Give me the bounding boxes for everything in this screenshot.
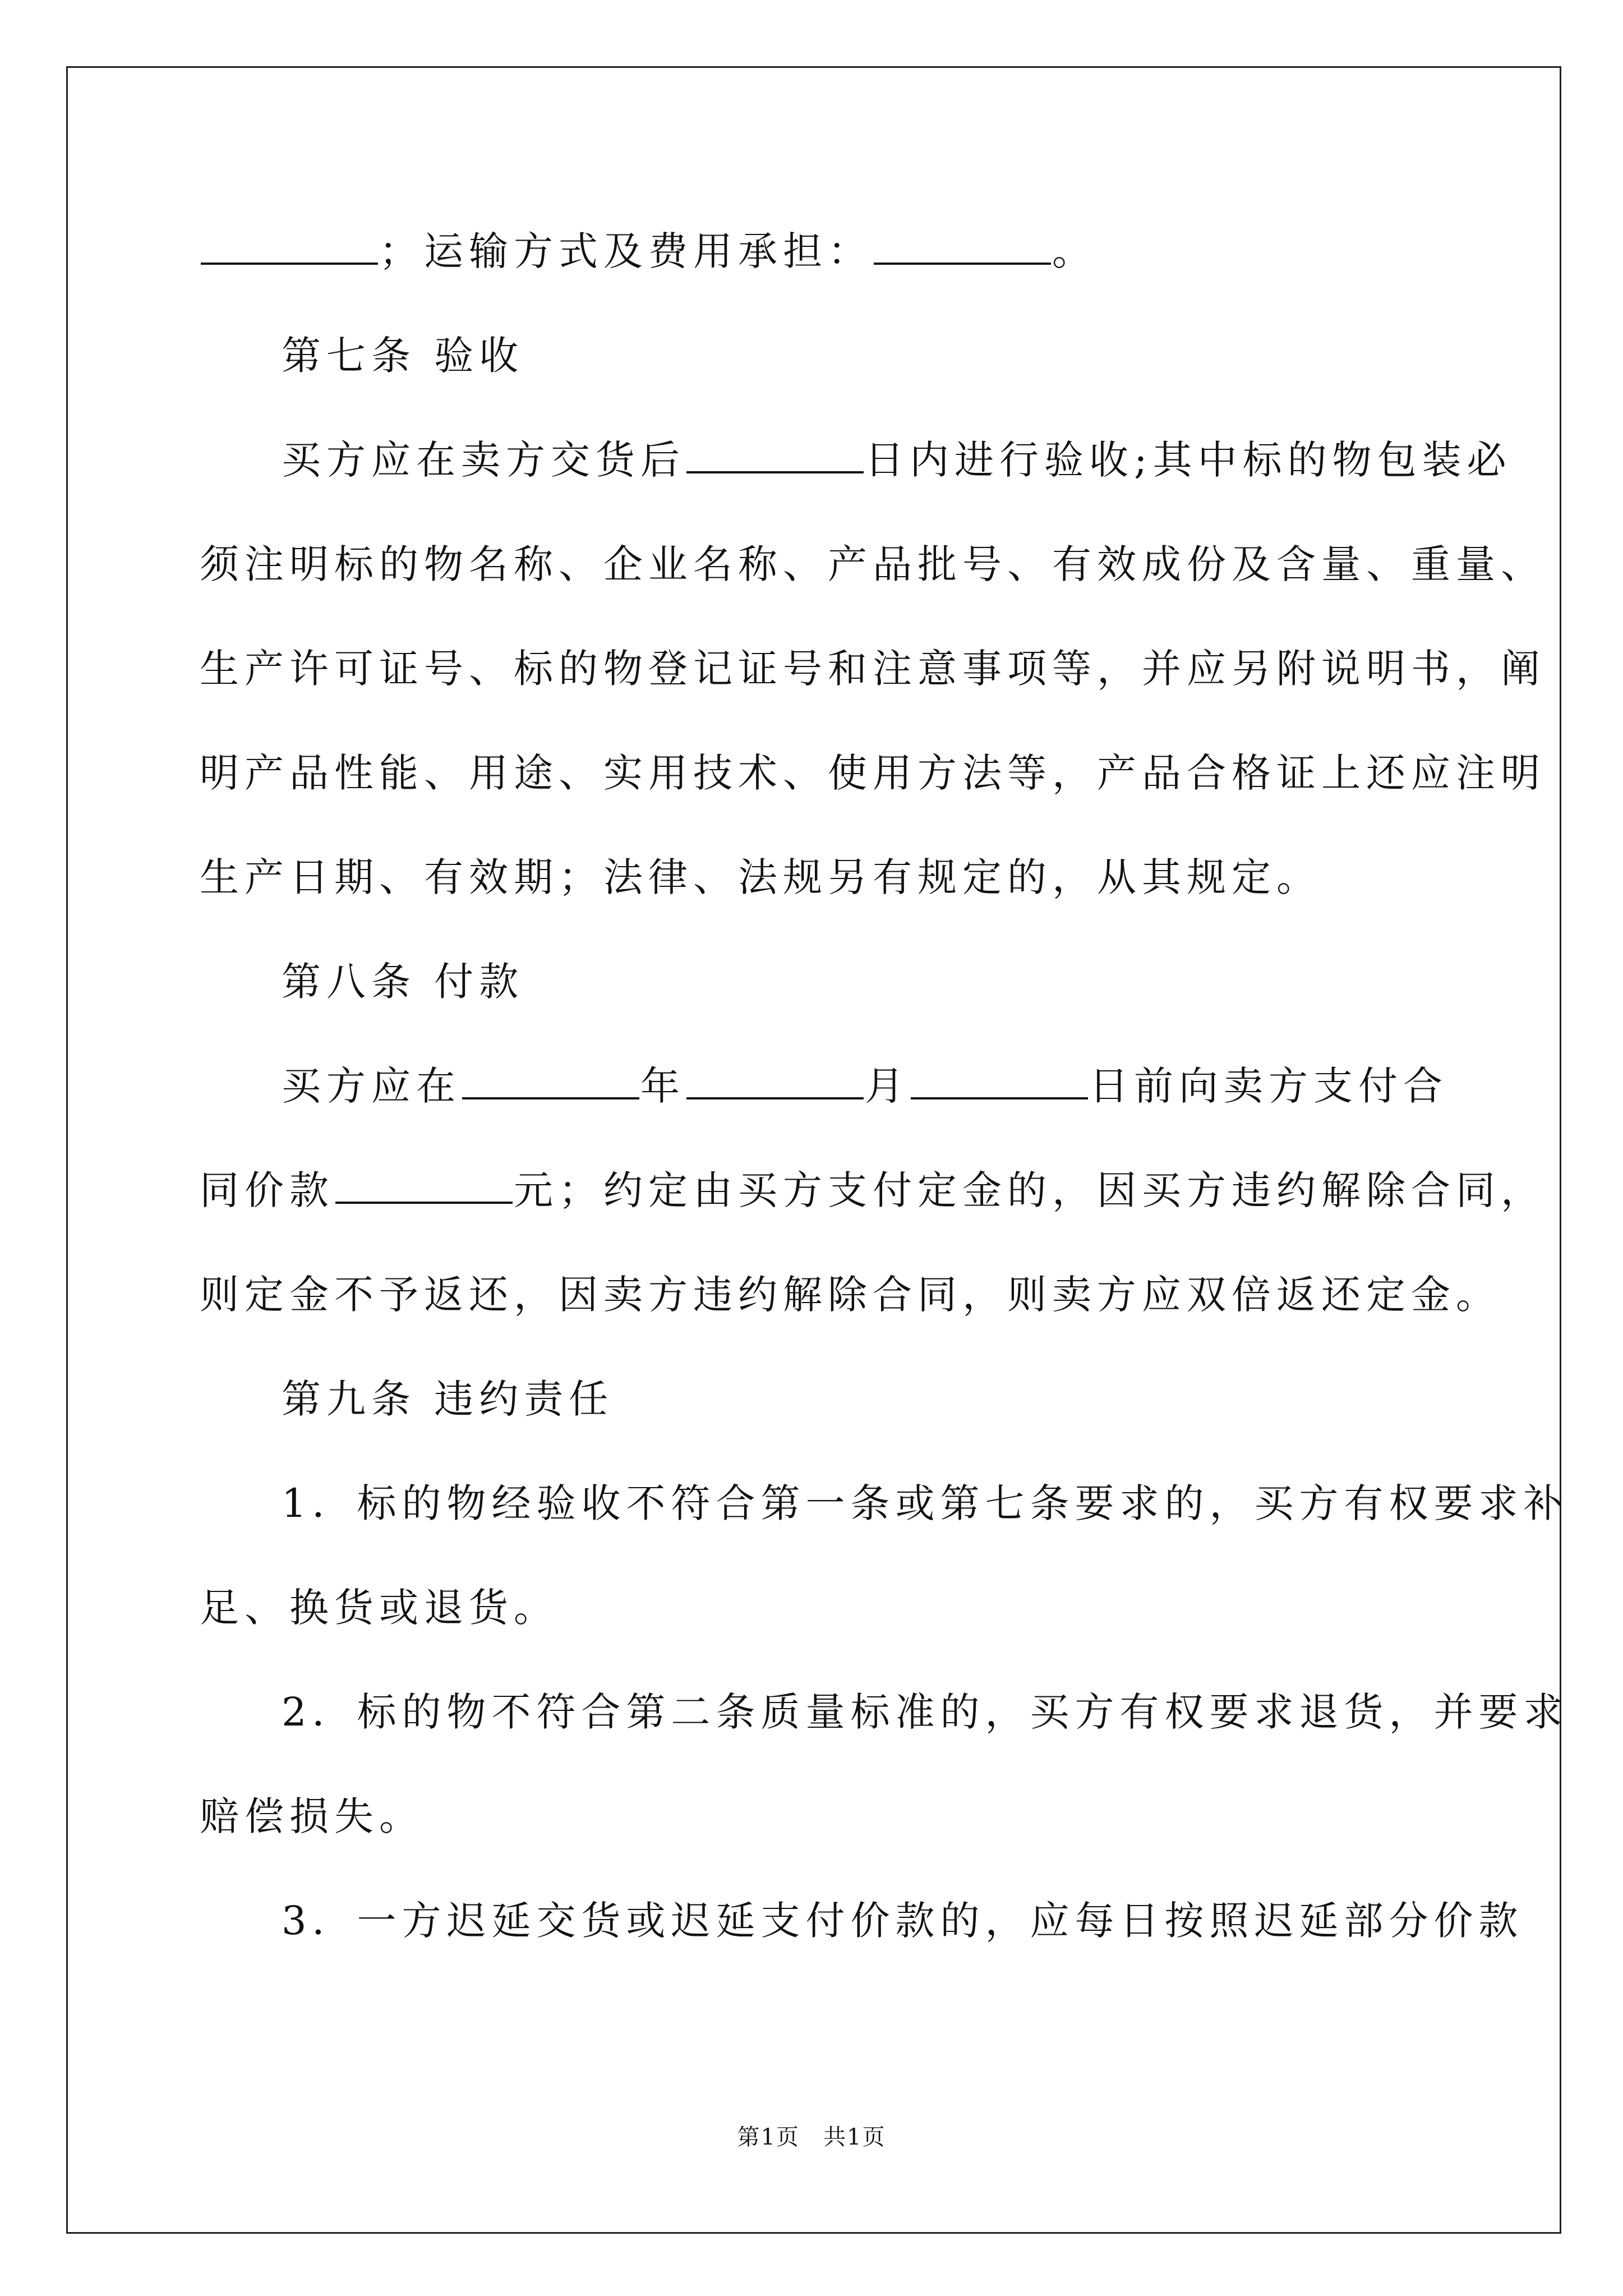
fill-blank[interactable] [686,1065,864,1099]
paragraph-line: 同价款 元；约定由买方支付定金的，因买方违约解除合同， [200,1167,1546,1213]
article-8-heading: 第八条 付款 [282,959,524,1005]
fill-blank[interactable] [686,439,864,473]
paragraph-line: 赔偿损失。 [200,1793,424,1839]
paragraph-line: ；运输方式及费用承担： 。 [200,223,1097,279]
article-7-heading: 第七条 验收 [282,333,524,379]
paragraph-line: 生产许可证号、标的物登记证号和注意事项等，并应另附说明书，阐 [200,646,1546,692]
paragraph-line: 须注明标的物名称、企业名称、产品批号、有效成份及含量、重量、 [200,541,1546,587]
list-item-1: 1．标的物经验收不符合第一条或第七条要求的，买方有权要求补 [282,1480,1569,1526]
fill-blank[interactable] [335,1169,513,1204]
list-item-2: 2．标的物不符合第二条质量标准的，买方有权要求退货，并要求 [282,1689,1569,1735]
fill-blank[interactable] [874,230,1051,265]
paragraph-line: 买方应在 年 月 日前向卖方支付合 [282,1063,1448,1109]
list-item-3: 3．一方迟延交货或迟延支付价款的，应每日按照迟延部分价款 [282,1898,1524,1944]
page-footer: 第1页 共1页 [737,2124,886,2150]
paragraph-line: 足、换货或退货。 [200,1585,559,1631]
fill-blank[interactable] [911,1065,1088,1099]
paragraph-line: 生产日期、有效期；法律、法规另有规定的，从其规定。 [200,854,1321,900]
paragraph-line: 买方应在卖方交货后 日内进行验收;其中标的物包装必 [282,437,1512,483]
paragraph-line: 则定金不予返还，因卖方违约解除合同，则卖方应双倍返还定金。 [200,1272,1501,1318]
fill-blank[interactable] [201,230,378,265]
paragraph-line: 明产品性能、用途、实用技术、使用方法等，产品合格证上还应注明 [200,750,1546,796]
article-9-heading: 第九条 违约责任 [282,1376,614,1422]
fill-blank[interactable] [462,1065,639,1099]
